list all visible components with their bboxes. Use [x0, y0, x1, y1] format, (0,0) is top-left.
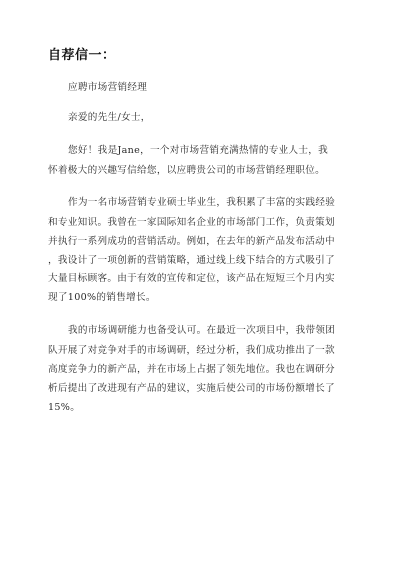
paragraph-2-line-1: 作为一名市场营销专业硕士毕业生，我积累了丰富的实践经验 [68, 197, 336, 208]
document-title: 自荐信一： [48, 48, 116, 63]
paragraph-1-line-1: 您好！我是Jane，一个对市场营销充满热情的专业人士，我 [68, 145, 329, 156]
paragraph-1-line-2: 怀着极大的兴趣写信给您，以应聘贵公司的市场营销经理职位。 [48, 165, 326, 176]
paragraph-2-line-6: 现了100%的销售增长。 [48, 292, 156, 303]
paragraph-2-line-2: 和专业知识。我曾在一家国际知名企业的市场部门工作，负责策划 [48, 217, 335, 228]
paragraph-2-line-3: 并执行一系列成功的营销活动。例如，在去年的新产品发布活动中 [48, 236, 335, 247]
paragraph-2-line-4: ，我设计了一项创新的营销策略，通过线上线下结合的方式吸引了 [48, 255, 335, 266]
paragraph-2-line-5: 大量目标顾客。由于有效的宣传和定位，该产品在短短三个月内实 [48, 273, 335, 284]
salutation: 亲爱的先生/女士， [68, 112, 151, 123]
paragraph-3-line-1: 我的市场调研能力也备受认可。在最近一次项目中，我带领团 [68, 325, 336, 336]
subject-line: 应聘市场营销经理 [68, 82, 148, 93]
paragraph-3-line-5: 15%。 [48, 402, 81, 413]
paragraph-3-line-2: 队开展了对竞争对手的市场调研，经过分析，我们成功推出了一款 [48, 345, 335, 356]
paragraph-3-line-4: 析后提出了改进现有产品的建议，实施后使公司的市场份额增长了 [48, 383, 335, 394]
paragraph-3-line-3: 高度竞争力的新产品，并在市场上占据了领先地位。我也在调研分 [48, 364, 335, 375]
